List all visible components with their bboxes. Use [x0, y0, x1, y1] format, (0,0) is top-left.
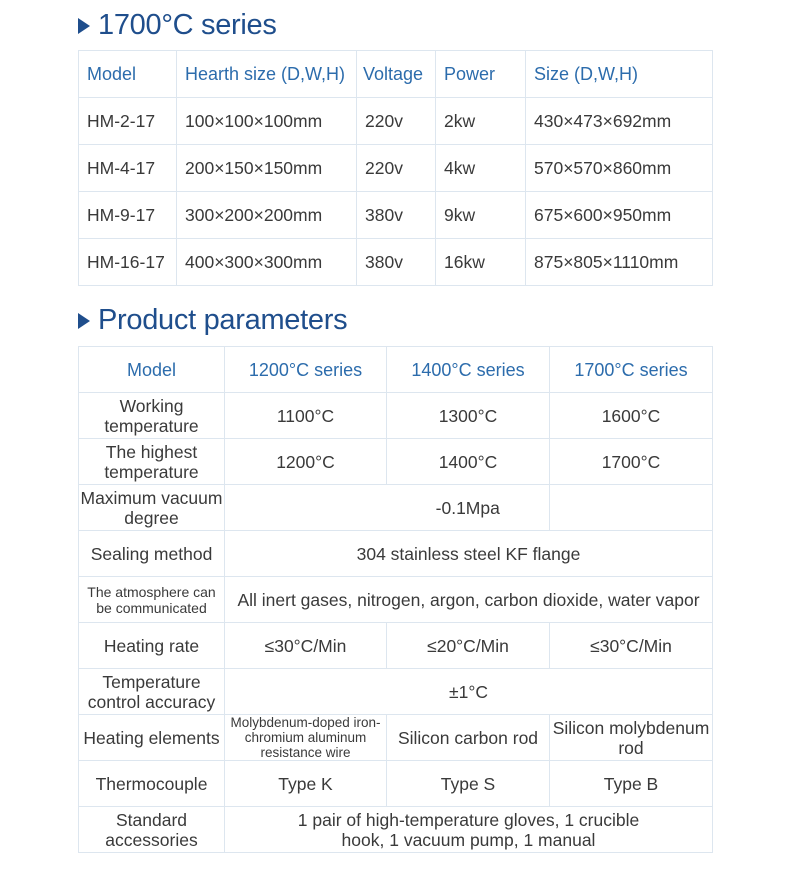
table-row [79, 192, 713, 239]
table-cell: ≤30°C/Min [550, 623, 713, 669]
table-cell: 570×570×860mm [526, 145, 713, 192]
row-label: The atmosphere can be communicated [79, 577, 225, 623]
parameters-table [78, 346, 713, 853]
table-cell: HM-9-17 [79, 192, 177, 239]
row-label: The highest temperature [79, 439, 225, 485]
table-cell: 220v [357, 98, 436, 145]
table-cell: ±1°C [225, 669, 713, 715]
table-header-row [79, 347, 713, 393]
header-cell: Voltage [357, 51, 436, 98]
table-cell: 1700°C [550, 439, 713, 485]
table-cell: Silicon carbon rod [387, 715, 550, 761]
table-cell: 4kw [436, 145, 526, 192]
table-cell: 1 pair of high-temperature gloves, 1 crucible hook, 1 vacuum pump, 1 manual [225, 807, 713, 853]
row-label: Heating elements [79, 715, 225, 761]
header-cell: Power [436, 51, 526, 98]
table-row [79, 761, 713, 807]
table-cell: 1600°C [550, 393, 713, 439]
table-cell: 1300°C [387, 393, 550, 439]
table-row [79, 145, 713, 192]
table-cell [550, 485, 713, 531]
table-row [79, 577, 713, 623]
header-cell: Model [79, 51, 177, 98]
section-title-product-parameters [78, 304, 347, 337]
table-cell: 300×200×200mm [177, 192, 357, 239]
table-cell: Type S [387, 761, 550, 807]
header-cell: Hearth size (D,W,H) [177, 51, 357, 98]
table-cell: Type K [225, 761, 387, 807]
table-cell: 220v [357, 145, 436, 192]
triangle-bullet-icon [78, 313, 90, 329]
section-title-1700-series [78, 9, 277, 42]
table-cell: 16kw [436, 239, 526, 286]
table-row [79, 807, 713, 853]
table-cell: All inert gases, nitrogen, argon, carbon dioxide, water vapor [225, 577, 713, 623]
table-cell: 875×805×1110mm [526, 239, 713, 286]
table-row [79, 531, 713, 577]
row-label: Temperature control accuracy [79, 669, 225, 715]
table-cell: -0.1Mpa [387, 485, 550, 531]
table-cell: ≤30°C/Min [225, 623, 387, 669]
row-label: Standard accessories [79, 807, 225, 853]
table-row [79, 393, 713, 439]
row-label: Heating rate [79, 623, 225, 669]
table-row [79, 98, 713, 145]
models-table [78, 50, 713, 286]
table-cell: 304 stainless steel KF flange [225, 531, 713, 577]
header-cell: 1700°C series [550, 347, 713, 393]
table-cell: 1100°C [225, 393, 387, 439]
table-cell: Type B [550, 761, 713, 807]
row-label: Sealing method [79, 531, 225, 577]
table-cell: HM-16-17 [79, 239, 177, 286]
header-cell: Size (D,W,H) [526, 51, 713, 98]
table-cell: 2kw [436, 98, 526, 145]
header-cell: 1200°C series [225, 347, 387, 393]
triangle-bullet-icon [78, 18, 90, 34]
table-cell: 200×150×150mm [177, 145, 357, 192]
table-cell: 400×300×300mm [177, 239, 357, 286]
header-cell: Model [79, 347, 225, 393]
table-cell: 9kw [436, 192, 526, 239]
table-row [79, 485, 713, 531]
table-cell: ≤20°C/Min [387, 623, 550, 669]
table-cell [225, 485, 387, 531]
table-cell: 1400°C [387, 439, 550, 485]
row-label: Working temperature [79, 393, 225, 439]
table-row [79, 623, 713, 669]
table-cell: Molybdenum-doped iron-chromium aluminum resistance wire [225, 715, 387, 761]
table-cell: 675×600×950mm [526, 192, 713, 239]
table-row [79, 239, 713, 286]
table-cell: 430×473×692mm [526, 98, 713, 145]
table-cell: Silicon molybdenum rod [550, 715, 713, 761]
table-cell: 1200°C [225, 439, 387, 485]
table-cell: 380v [357, 192, 436, 239]
row-label: Maximum vacuum degree [79, 485, 225, 531]
table-row [79, 669, 713, 715]
table-cell: HM-2-17 [79, 98, 177, 145]
row-label: Thermocouple [79, 761, 225, 807]
section-title-text: Product parameters [98, 304, 348, 336]
header-cell: 1400°C series [387, 347, 550, 393]
table-row [79, 715, 713, 761]
table-cell: HM-4-17 [79, 145, 177, 192]
table-cell: 380v [357, 239, 436, 286]
table-header-row [79, 51, 713, 98]
table-cell: 100×100×100mm [177, 98, 357, 145]
section-title-text: 1700°C series [98, 9, 277, 41]
table-row [79, 439, 713, 485]
